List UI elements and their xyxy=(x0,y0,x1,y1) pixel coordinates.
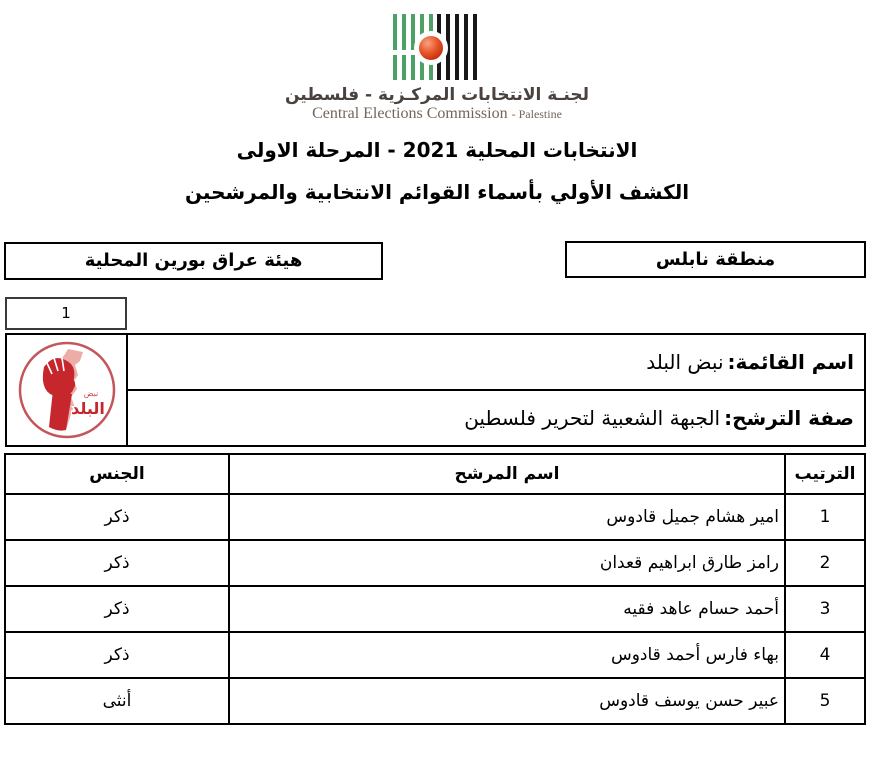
list-affiliation-label: صفة الترشح: xyxy=(724,406,854,430)
candidates-table-header-row xyxy=(5,454,865,494)
header-order: الترتيب xyxy=(785,454,865,494)
region-box: منطقة نابلس xyxy=(565,241,866,278)
candidate-gender-cell: ذكر xyxy=(5,540,229,586)
candidate-order-cell: 4 xyxy=(785,632,865,678)
list-affiliation-value: الجبهة الشعبية لتحرير فلسطين xyxy=(464,406,721,430)
commission-name-english-main: Central Elections Commission xyxy=(312,105,508,122)
header-candidate-name: اسم المرشح xyxy=(229,454,785,494)
candidate-row xyxy=(5,678,865,724)
candidates-tbody xyxy=(5,494,865,724)
page-subtitle: الكشف الأولي بأسماء القوائم الانتخابية والمرشحين xyxy=(184,180,690,204)
candidate-row xyxy=(5,540,865,586)
page-title: الانتخابات المحلية 2021 - المرحلة الاولى xyxy=(236,138,638,162)
list-affiliation-row xyxy=(128,391,864,445)
list-info-section xyxy=(5,333,866,447)
candidate-order-cell: 3 xyxy=(785,586,865,632)
list-name-value: نبض البلد xyxy=(646,350,724,374)
candidate-order-cell: 5 xyxy=(785,678,865,724)
candidate-name-cell: بهاء فارس أحمد قادوس xyxy=(229,632,785,678)
candidate-row xyxy=(5,494,865,540)
candidate-name-cell: أحمد حسام عاهد فقيه xyxy=(229,586,785,632)
candidates-table-wrap xyxy=(4,453,866,725)
commission-name-english xyxy=(0,105,874,123)
authority-box: هيئة عراق بورين المحلية xyxy=(4,242,383,280)
candidate-name-cell: امير هشام جميل قادوس xyxy=(229,494,785,540)
candidate-gender-cell: ذكر xyxy=(5,494,229,540)
candidate-row xyxy=(5,632,865,678)
cec-logo-icon xyxy=(393,14,481,80)
candidate-gender-cell: ذكر xyxy=(5,586,229,632)
candidate-name-cell: رامز طارق ابراهيم قعدان xyxy=(229,540,785,586)
list-name-row xyxy=(128,335,864,391)
candidate-row xyxy=(5,586,865,632)
candidates-table xyxy=(4,453,866,725)
list-logo-cell xyxy=(7,335,128,445)
header-gender: الجنس xyxy=(5,454,229,494)
commission-name-english-suffix: - Palestine xyxy=(511,107,562,121)
list-number-box: 1 xyxy=(5,297,127,330)
cec-logo-red-ball-icon xyxy=(414,31,448,65)
list-name-label: اسم القائمة: xyxy=(727,350,854,374)
commission-name-arabic: لجنـة الانتخابات المركـزية - فلسطين xyxy=(284,85,590,105)
list-info-rows xyxy=(128,335,864,445)
commission-header xyxy=(0,14,874,123)
list-logo-fist-icon xyxy=(17,340,117,440)
candidate-order-cell: 1 xyxy=(785,494,865,540)
candidate-gender-cell: أنثى xyxy=(5,678,229,724)
candidate-gender-cell: ذكر xyxy=(5,632,229,678)
list-logo-text-bottom: البلد xyxy=(70,399,105,418)
list-logo-text-top: نبض xyxy=(83,389,98,398)
candidate-name-cell: عبير حسن يوسف قادوس xyxy=(229,678,785,724)
candidate-order-cell: 2 xyxy=(785,540,865,586)
